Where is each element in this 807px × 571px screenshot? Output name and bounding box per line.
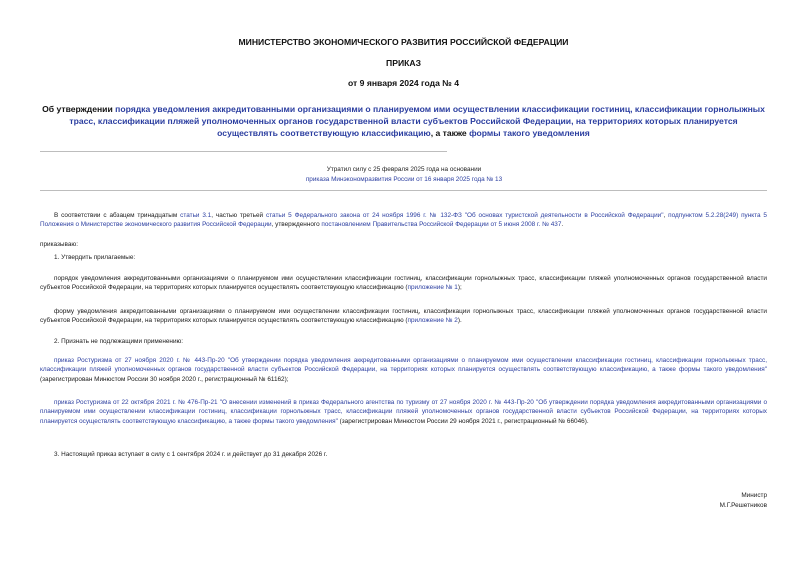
item-2b-paragraph xyxy=(40,398,767,426)
title-text-start: Об утверждении xyxy=(42,104,116,114)
intro-link-regulation[interactable]: подпунктом 5.2.28(249) пункта 5 Положения о Министерстве экономического развития Российской Федерации xyxy=(40,212,767,229)
signature-block xyxy=(720,491,767,511)
item-1a-end: ); xyxy=(457,284,462,292)
status-note xyxy=(160,165,648,185)
status-note-text: Утратил силу с 25 февраля 2025 года на основании xyxy=(326,166,482,173)
title-link-procedure[interactable]: порядка уведомления аккредитованными организациями о планируемом ими осуществлении классификации гостиниц, классификации горнолыжных трасс, классификации пляжей уполномоченных органов государственной власти субъектов Российской Федерации, на территориях которых планируется осуществлять соответствующую классификацию xyxy=(69,104,765,138)
intro-paragraph xyxy=(40,211,767,230)
appendix-2-link[interactable]: приложение № 2 xyxy=(407,317,458,325)
separator-short xyxy=(40,151,447,152)
ministry-heading: МИНИСТЕРСТВО ЭКОНОМИЧЕСКОГО РАЗВИТИЯ РОССИЙСКОЙ ФЕДЕРАЦИИ xyxy=(238,37,569,47)
item-1b-text: форму уведомления аккредитованными организациями о планируемом ими осуществлении классификации гостиниц, классификации горнолыжных трасс, классификации пляжей уполномоченных органов государственной власти субъектов Российской Федерации, на территориях которых планируется осуществлять соответствующую классификацию ( xyxy=(40,308,767,325)
item-3: 3. Настоящий приказ вступает в силу с 1 сентября 2024 г. и действует до 31 декабря 2026 г. xyxy=(54,451,328,458)
intro-link-government-decree[interactable]: постановлением Правительства Российской Федерации от 5 июня 2008 г. № 437 xyxy=(321,221,562,229)
doc-date-number: от 9 января 2024 года № 4 xyxy=(348,78,459,88)
item-2a-registration: (зарегистрирован Минюстом России 30 ноября 2020 г., регистрационный № 61162); xyxy=(40,375,289,383)
signer-position: Министр xyxy=(741,492,767,499)
order-word: приказываю: xyxy=(40,241,78,248)
item-1b-paragraph xyxy=(40,307,767,326)
item-2: 2. Признать не подлежащими применению: xyxy=(54,338,184,345)
title-link-form[interactable]: формы такого уведомления xyxy=(469,128,590,138)
signer-name: М.Г.Решетников xyxy=(719,502,767,509)
intro-text-1: В соответствии с абзацем тринадцатым xyxy=(54,212,181,219)
intro-text-3: , xyxy=(663,212,669,219)
intro-link-federal-law[interactable]: статьи 5 Федерального закона от 24 ноября 1996 г. № 132-ФЗ "Об основах туристской деятельности в Российской Федерации" xyxy=(266,212,664,219)
item-1a-text: порядок уведомления аккредитованными организациями о планируемом ими осуществлении классификации гостиниц, классификации горнолыжных трасс, классификации пляжей уполномоченных органов государственной власти субъектов Российской Федерации, на территориях которых планируется осуществлять соответствующую классификацию ( xyxy=(40,275,767,292)
item-1: 1. Утвердить прилагаемые: xyxy=(54,254,136,261)
title-text-mid: , а также xyxy=(430,128,470,138)
intro-text-2: , частью третьей xyxy=(211,212,266,219)
separator-long xyxy=(40,190,767,191)
intro-link-article[interactable]: статьи 3.1 xyxy=(180,212,212,219)
doc-type-heading: ПРИКАЗ xyxy=(386,58,421,68)
item-2b-registration: (зарегистрирован Минюстом России 29 ноября 2021 г., регистрационный № 66046). xyxy=(337,417,589,425)
repealed-order-476-link[interactable]: приказ Ростуризма от 22 октября 2021 г. № 476-Пр-21 "О внесении изменений в приказ Федерального агентства по туризму от 27 ноября 2020 г. № 443-Пр-20 "Об утверждении порядка уведомления аккредитованными организациями о планируемом ими осуществлении классификации гостиниц, классификации горнолыжных трасс, классификации пляжей уполномоченных органов государственной власти субъектов Российской Федерации, на территориях которых планируется осуществлять соответствующую классификацию, а также формы такого уведомления" xyxy=(40,399,767,425)
intro-text-5: . xyxy=(561,221,564,229)
repealed-order-443-link[interactable]: приказ Ростуризма от 27 ноября 2020 г. № 443-Пр-20 "Об утверждении порядка уведомления аккредитованными организациями о планируемом ими осуществлении классификации гостиниц, классификации горнолыжных трасс, классификации пляжей уполномоченных органов государственной власти субъектов Российской Федерации, на территориях которых планируется осуществлять соответствующую классификацию, а также формы такого уведомления" xyxy=(40,357,767,374)
item-1b-end: ). xyxy=(457,317,462,325)
item-2a-paragraph xyxy=(40,356,767,384)
appendix-1-link[interactable]: приложение № 1 xyxy=(407,284,458,292)
document-title xyxy=(40,103,767,139)
item-1a-paragraph xyxy=(40,274,767,293)
status-note-link[interactable]: приказа Минэкономразвития России от 16 января 2025 года № 13 xyxy=(305,176,503,183)
intro-text-4: , утвержденного xyxy=(271,221,322,229)
